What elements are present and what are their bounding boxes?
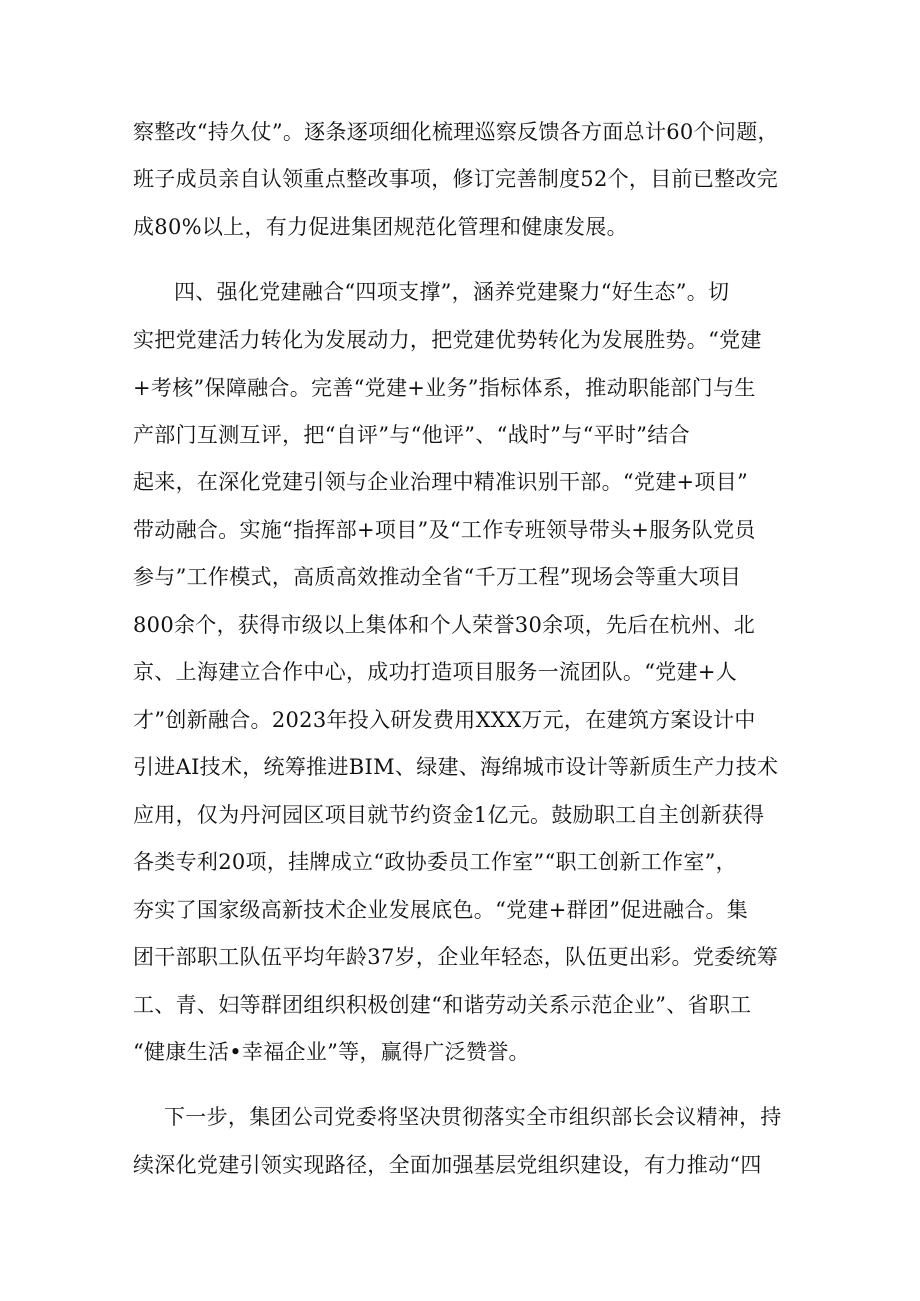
p2-line-6: 带动融合。实施“指挥部+项目”及“工作专班领导带头+服务队党员 [133,518,756,542]
p3-line-1: 下一步，集团公司党委将坚决贯彻落实全市组织部长会议精神，持 [164,1105,782,1129]
p2-line-13: 各类专利20项，挂牌成立“政协委员工作室”“职工创新工作室”， [133,850,737,874]
p2-line-14: 夯实了国家级高新技术企业发展底色。“党建+群团”促进融合。集 [133,898,749,922]
p2-line-5: 起来，在深化党建引领与企业治理中精准识别干部。“党建+项目” [133,470,749,494]
p3-line-2: 续深化党建引领实现路径，全面加强基层党组织建设，有力推动“四 [133,1153,762,1177]
p2-line-7: 参与”工作模式，高质高效推动全省“千万工程”现场会等重大项目 [133,565,742,589]
p2-line-2: 实把党建活力转化为发展动力，把党建优势转化为发展胜势。“党建 [133,328,762,352]
p2-line-12: 应用，仅为丹河园区项目就节约资金1亿元。鼓励职工自主创新获得 [133,803,765,827]
p2-line-4: 产部门互测互评，把“自评”与“他评”、“战时”与“平时”结合 [133,423,690,447]
p2-line-3: +考核”保障融合。完善“党建+业务”指标体系，推动职能部门与生 [133,376,756,400]
p1-line-2: 班子成员亲自认领重点整改事项，修订完善制度52个，目前已整改完 [133,167,779,191]
p2-line-16: 工、青、妇等群团组织积极创建“和谐劳动关系示范企业”、省职工 [133,993,752,1017]
p1-line-1: 察整改“持久仗”。逐条逐项细化梳理巡察反馈各方面总计60个问题， [133,120,779,144]
p2-line-9: 京、上海建立合作中心，成功打造项目服务一流团队。“党建+人 [133,660,738,684]
p2-line-15: 团干部职工队伍平均年龄37岁，企业年轻态，队伍更出彩。党委统筹 [133,945,779,969]
p2-line-11: 引进AI技术，统筹推进BIM、绿建、海绵城市设计等新质生产力技术 [133,755,779,779]
p1-line-3: 成80%以上，有力促进集团规范化管理和健康发展。 [133,215,628,239]
p2-line-1: 四、强化党建融合“四项支撑”，涵养党建聚力“好生态”。切 [174,280,730,304]
p2-line-8: 800余个，获得市级以上集体和个人荣誉30余项，先后在杭州、北 [133,613,756,637]
p2-line-10: 才”创新融合。2023年投入研发费用XXX万元，在建筑方案设计中 [133,708,756,732]
p2-line-17: “健康生活•幸福企业”等，赢得广泛赞誉。 [133,1040,530,1064]
